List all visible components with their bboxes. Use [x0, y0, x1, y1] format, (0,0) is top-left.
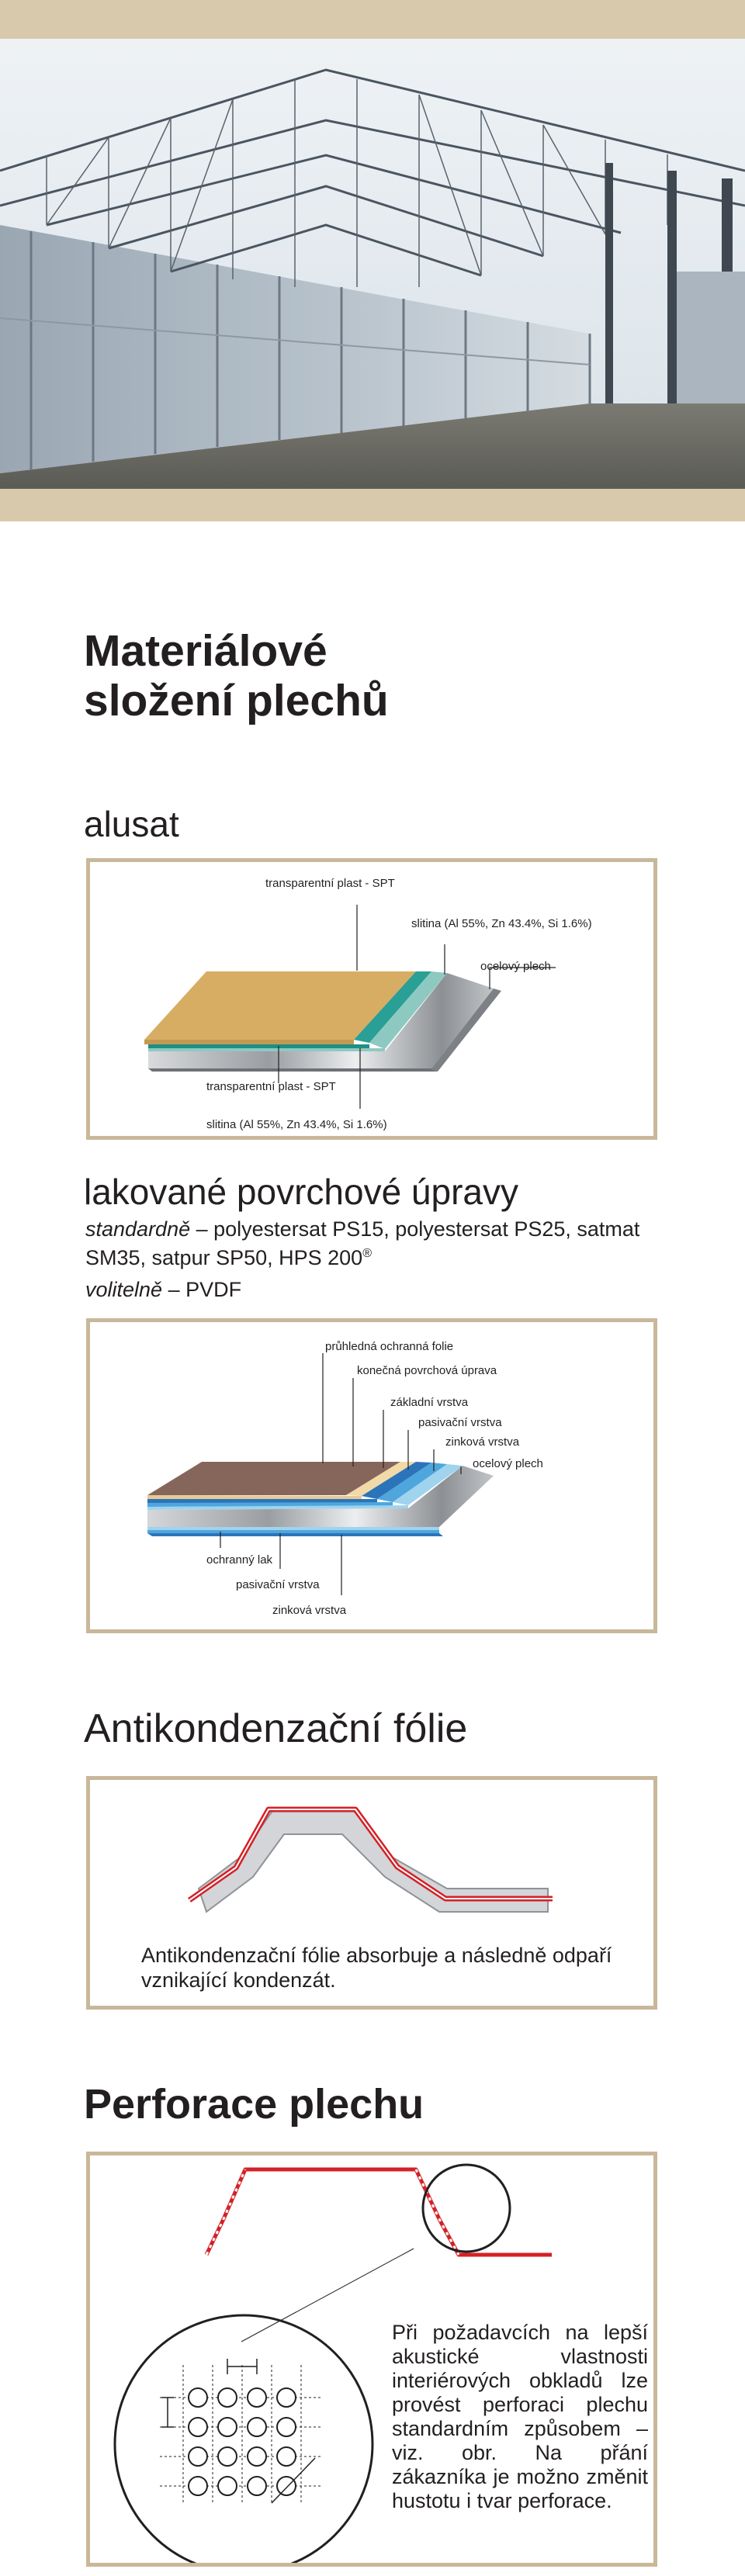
lak-label-pasivacni-bottom: pasivační vrstva — [236, 1578, 320, 1591]
lak-label-konecna: konečná povrchová úprava — [357, 1364, 497, 1377]
alusat-diagram — [90, 862, 653, 1136]
alusat-label-top-slitina: slitina (Al 55%, Zn 43.4%, Si 1.6%) — [411, 917, 592, 930]
top-band — [0, 0, 745, 39]
material-title — [84, 627, 389, 726]
lakovane-standard — [85, 1217, 675, 1270]
perforace-heading: Perforace plechu — [84, 2081, 424, 2128]
lak-label-zinkova: zinková vrstva — [445, 1435, 520, 1449]
antikondenzacni-frame — [86, 1776, 657, 2010]
lak-label-ocel: ocelový plech — [473, 1457, 543, 1470]
perforace-note: Při požadavcích na lepší akustické vlastnosti interiérových obkladů lze provést perforaci plechu standardním způsobem – viz. obr. Na přání zákazníka je možno změnit hustotu i tvar perforace. — [392, 2321, 648, 2512]
lakovane-diagram-frame — [86, 1318, 657, 1633]
antikondenzacni-heading: Antikondenzační fólie — [84, 1706, 468, 1751]
optional-label: volitelně — [85, 1278, 163, 1301]
material-title-line2: složení plechů — [84, 675, 389, 725]
alusat-heading: alusat — [84, 804, 179, 844]
lak-label-pasivacni: pasivační vrstva — [418, 1416, 502, 1429]
lak-label-folie: průhledná ochranná folie — [325, 1340, 454, 1353]
registered-mark: ® — [362, 1247, 372, 1260]
alusat-diagram-frame — [86, 858, 657, 1140]
optional-text: – PVDF — [162, 1278, 242, 1301]
alusat-label-bottom-slitina: slitina (Al 55%, Zn 43.4%, Si 1.6%) — [206, 1118, 387, 1131]
lakovane-optional — [85, 1277, 675, 1302]
material-title-line1: Materiálové — [84, 626, 327, 676]
lak-label-zakladni: základní vrstva — [390, 1396, 469, 1409]
lakovane-diagram — [90, 1322, 653, 1629]
antikondenzacni-note: Antikondenzační fólie absorbuje a následně odpaří vznikající kondenzát. — [141, 1944, 612, 1992]
detail-circle-large — [115, 2315, 372, 2563]
alusat-label-top-plast: transparentní plast - SPT — [265, 877, 395, 890]
steel-hall-photo — [0, 39, 745, 489]
lak-label-zinkova-bottom: zinková vrstva — [272, 1604, 347, 1617]
lakovane-heading: lakované povrchové úpravy — [84, 1172, 518, 1212]
lak-label-ochranny-lak: ochranný lak — [206, 1553, 273, 1567]
standard-text: – polyestersat PS15, polyestersat PS25, satmat SM35, satpur SP50, HPS 200 — [85, 1217, 640, 1269]
alusat-label-bottom-plast: transparentní plast - SPT — [206, 1080, 336, 1093]
alusat-label-ocel: ocelový plech — [480, 960, 551, 973]
photo-bottom-band — [0, 489, 745, 521]
standard-label: standardně — [85, 1217, 191, 1241]
